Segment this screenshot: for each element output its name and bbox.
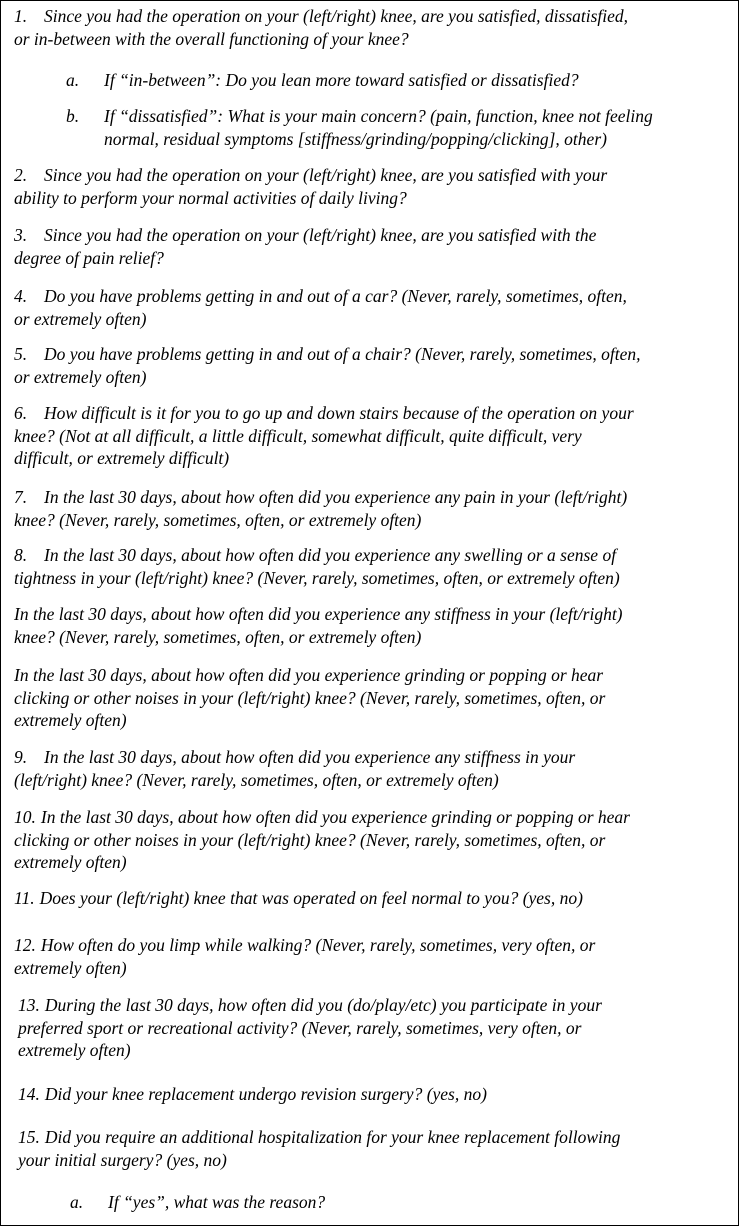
question-text: In the last 30 days, about how often did you experience any stiffness in your: [44, 747, 576, 767]
question-item: [18, 1126, 620, 1171]
question-text: Since you had the operation on your (left/right) knee, are you satisfied with the: [44, 225, 597, 245]
question-text: (left/right) knee? (Never, rarely, sometimes, often, or extremely often): [14, 769, 499, 790]
question-number: 14.: [18, 1084, 40, 1104]
question-text: or in-between with the overall functioning of your knee?: [14, 28, 409, 49]
question-line: [14, 308, 627, 331]
question-text: Since you had the operation on your (left/right) knee, are you satisfied, dissatisfied,: [44, 6, 629, 26]
question-number: 10.: [14, 807, 36, 827]
question-line: [66, 69, 579, 92]
question-text: How often do you limp while walking? (Never, rarely, sometimes, very often, or: [40, 935, 596, 955]
question-text: your initial surgery? (yes, no): [18, 1149, 227, 1170]
question-text: In the last 30 days, about how often did you experience any stiffness in your (left/right): [14, 604, 623, 624]
question-line: [14, 285, 627, 308]
question-line: [14, 664, 605, 687]
question-number: 1.: [14, 6, 28, 26]
question-item: [14, 164, 607, 209]
question-line: [14, 687, 605, 710]
question-text: Do you have problems getting in and out of a chair? (Never, rarely, sometimes, often,: [44, 344, 641, 364]
question-item: [14, 343, 641, 388]
question-item: [14, 603, 623, 648]
question-line: [14, 567, 620, 590]
question-line: [14, 5, 628, 28]
question-line: [14, 887, 583, 910]
question-number: 4.: [14, 286, 28, 306]
question-text: knee? (Not at all difficult, a little difficult, somewhat difficult, quite difficult, very: [14, 425, 582, 446]
question-line: [70, 1191, 325, 1214]
question-item: [18, 994, 602, 1062]
question-text: clicking or other noises in your (left/right) knee? (Never, rarely, sometimes, often, or: [14, 687, 606, 708]
question-text: extremely often): [14, 957, 127, 978]
question-line: [14, 247, 596, 270]
question-item: [14, 5, 628, 50]
question-line: [14, 366, 641, 389]
question-text: or extremely often): [14, 366, 147, 387]
question-line: [14, 544, 620, 567]
question-text: During the last 30 days, how often did you (do/play/etc) you participate in your: [44, 995, 602, 1015]
question-text: difficult, or extremely difficult): [14, 448, 230, 468]
question-text: tightness in your (left/right) knee? (Never, rarely, sometimes, often, or extremely often): [14, 567, 620, 588]
question-line: [14, 425, 634, 448]
question-number: a.: [70, 1192, 84, 1212]
question-line: [14, 509, 627, 532]
question-line: [14, 626, 623, 649]
question-line: [14, 957, 595, 980]
question-line: [14, 402, 634, 425]
question-text: or extremely often): [14, 308, 147, 329]
question-text: Did your knee replacement undergo revision surgery? (yes, no): [44, 1084, 487, 1104]
question-text: knee? (Never, rarely, sometimes, often, or extremely often): [14, 509, 422, 530]
question-item: [18, 1083, 487, 1106]
question-line: [14, 934, 595, 957]
question-text: degree of pain relief?: [14, 247, 164, 268]
question-number: 2.: [14, 165, 28, 185]
question-text: extremely often): [14, 852, 127, 872]
question-number: 15.: [18, 1127, 40, 1147]
question-line: [18, 1083, 487, 1106]
sub-question: [70, 1191, 325, 1214]
question-line: [14, 447, 634, 470]
question-text: Did you require an additional hospitalization for your knee replacement following: [44, 1127, 621, 1147]
question-line: [14, 224, 596, 247]
question-text: ability to perform your normal activities of daily living?: [14, 187, 407, 208]
question-text: In the last 30 days, about how often did you experience grinding or popping or hear: [40, 807, 630, 827]
question-text: If “dissatisfied”: What is your main concern? (pain, function, knee not feeling: [104, 106, 653, 126]
question-text: In the last 30 days, about how often did you experience any pain in your (left/right): [44, 487, 628, 507]
question-item: [14, 544, 620, 589]
question-text: knee? (Never, rarely, sometimes, often, or extremely often): [14, 626, 422, 647]
question-item: [14, 934, 595, 979]
question-line: [14, 603, 623, 626]
question-line: [18, 1039, 602, 1062]
question-number: a.: [66, 70, 80, 90]
question-text: Since you had the operation on your (left/right) knee, are you satisfied with your: [44, 165, 608, 185]
question-line: [18, 1126, 620, 1149]
question-line: [14, 829, 630, 852]
question-number: 5.: [14, 344, 28, 364]
question-line: [18, 1149, 620, 1172]
question-text: normal, residual symptoms [stiffness/grinding/popping/clicking], other): [104, 128, 607, 149]
question-line: [18, 1017, 602, 1040]
question-number: 9.: [14, 747, 28, 767]
question-line: [66, 128, 653, 151]
question-line: [14, 28, 628, 51]
question-line: [14, 746, 575, 769]
question-text: If “yes”, what was the reason?: [108, 1192, 326, 1212]
question-item: [14, 746, 575, 791]
question-number: 6.: [14, 403, 28, 423]
question-line: [14, 709, 605, 732]
question-number: 8.: [14, 545, 28, 565]
question-text: Does your (left/right) knee that was operated on feel normal to you? (yes, no): [39, 888, 583, 908]
question-number: 7.: [14, 487, 28, 507]
question-item: [14, 224, 596, 269]
sub-question: [66, 105, 653, 150]
question-item: [14, 486, 627, 531]
question-line: [14, 343, 641, 366]
question-item: [14, 402, 634, 470]
question-line: [14, 486, 627, 509]
question-number: b.: [66, 106, 80, 126]
question-line: [66, 105, 653, 128]
sub-question: [66, 69, 579, 92]
question-text: extremely often): [14, 710, 127, 730]
question-text: In the last 30 days, about how often did you experience grinding or popping or hear: [14, 665, 604, 685]
question-line: [14, 806, 630, 829]
question-line: [14, 187, 607, 210]
question-line: [14, 851, 630, 874]
question-item: [14, 887, 583, 910]
question-number: 13.: [18, 995, 40, 1015]
question-text: clicking or other noises in your (left/right) knee? (Never, rarely, sometimes, often, or: [14, 829, 606, 850]
question-item: [14, 806, 630, 874]
question-text: How difficult is it for you to go up and down stairs because of the operation on your: [44, 403, 634, 423]
question-text: preferred sport or recreational activity? (Never, rarely, sometimes, very often, or: [18, 1017, 582, 1038]
question-number: 12.: [14, 935, 36, 955]
question-number: 11.: [14, 888, 35, 908]
question-text: extremely often): [18, 1040, 131, 1060]
question-text: Do you have problems getting in and out of a car? (Never, rarely, sometimes, often,: [44, 286, 627, 306]
question-text: In the last 30 days, about how often did you experience any swelling or a sense of: [44, 545, 617, 565]
question-item: [14, 285, 627, 330]
question-line: [18, 994, 602, 1017]
question-line: [14, 769, 575, 792]
question-number: 3.: [14, 225, 28, 245]
question-text: If “in-between”: Do you lean more toward satisfied or dissatisfied?: [104, 70, 579, 90]
question-item: [14, 664, 605, 732]
question-line: [14, 164, 607, 187]
